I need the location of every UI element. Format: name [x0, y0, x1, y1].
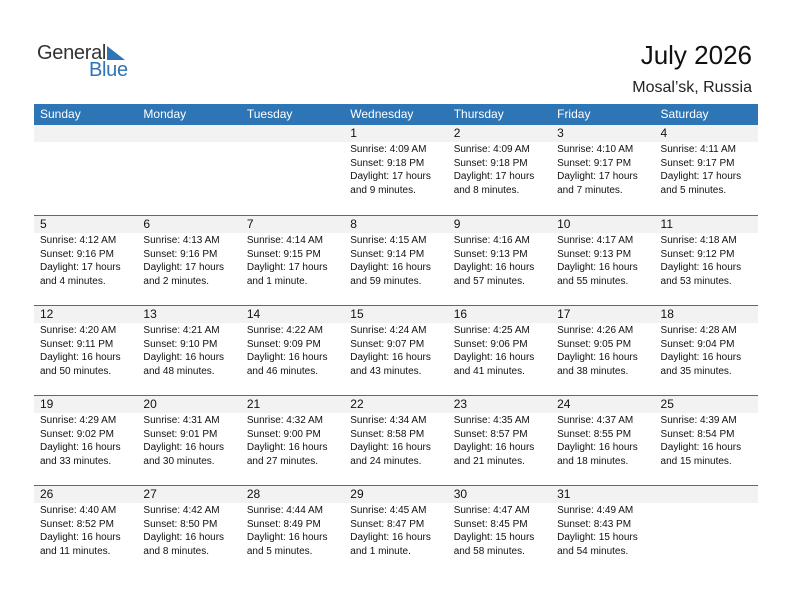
sunset-time: Sunset: 9:02 PM — [40, 428, 114, 440]
sunrise-time: Sunrise: 4:44 AM — [246, 505, 323, 516]
sunset-time: Sunset: 8:52 PM — [40, 518, 114, 530]
daylight-minutes: and 24 minutes. — [350, 455, 422, 467]
daylight-hours: Daylight: 16 hours — [40, 352, 121, 363]
day-details — [344, 233, 447, 288]
weekday-tuesday: Tuesday — [246, 107, 293, 121]
day-cell — [448, 486, 551, 575]
sunrise-time: Sunrise: 4:09 AM — [350, 144, 427, 155]
day-number: 2 — [448, 125, 551, 142]
day-cell — [551, 306, 654, 395]
sunset-time: Sunset: 9:13 PM — [453, 248, 528, 260]
day-details — [448, 323, 551, 378]
empty-day-cell — [241, 125, 344, 215]
daylight-minutes: and 43 minutes. — [350, 365, 422, 377]
day-number: 13 — [137, 306, 240, 323]
sunset-time: Sunset: 9:18 PM — [453, 157, 528, 169]
location-label: Mosal’sk, Russia — [632, 79, 752, 96]
daylight-hours: Daylight: 16 hours — [40, 442, 121, 453]
day-cell — [551, 486, 654, 575]
daylight-minutes: and 46 minutes. — [246, 365, 319, 377]
day-cell — [551, 396, 654, 485]
sunrise-time: Sunrise: 4:37 AM — [557, 415, 634, 426]
day-details — [655, 142, 758, 197]
day-details — [344, 503, 447, 558]
sunset-time: Sunset: 9:09 PM — [246, 338, 321, 350]
sunrise-time: Sunrise: 4:34 AM — [350, 415, 427, 426]
day-cell — [448, 216, 551, 305]
daylight-minutes: and 9 minutes. — [350, 184, 416, 196]
logo-word-general: General — [37, 42, 107, 64]
day-details — [655, 413, 758, 468]
day-details — [34, 233, 137, 288]
day-cell — [344, 306, 447, 395]
sunset-time: Sunset: 8:47 PM — [350, 518, 425, 530]
day-details — [551, 323, 654, 378]
sunset-time: Sunset: 8:49 PM — [246, 518, 321, 530]
day-details — [241, 413, 344, 468]
week-row — [34, 485, 758, 575]
week-row — [34, 305, 758, 395]
day-cell — [344, 396, 447, 485]
day-cell — [448, 306, 551, 395]
day-number: 28 — [241, 486, 344, 503]
day-cell — [241, 216, 344, 305]
daylight-minutes: and 54 minutes. — [557, 545, 629, 557]
empty-day-cell — [137, 125, 240, 215]
daylight-hours: Daylight: 16 hours — [660, 262, 742, 273]
day-details — [241, 503, 344, 558]
sunset-time: Sunset: 9:17 PM — [660, 157, 735, 169]
weekday-wednesday: Wednesday — [350, 107, 414, 121]
daylight-minutes: and 8 minutes. — [453, 184, 520, 196]
daylight-hours: Daylight: 17 hours — [350, 171, 431, 182]
daylight-hours: Daylight: 15 hours — [453, 532, 535, 543]
day-number — [241, 125, 344, 142]
day-details — [34, 413, 137, 468]
sunrise-time: Sunrise: 4:29 AM — [40, 415, 117, 426]
daylight-hours: Daylight: 16 hours — [660, 442, 742, 453]
weekday-saturday: Saturday — [660, 107, 709, 121]
week-row — [34, 215, 758, 305]
sunrise-time: Sunrise: 4:24 AM — [350, 325, 427, 336]
brand-logo — [37, 42, 137, 82]
day-details — [34, 323, 137, 378]
week-row — [34, 395, 758, 485]
sunset-time: Sunset: 9:00 PM — [246, 428, 321, 440]
daylight-hours: Daylight: 16 hours — [246, 352, 328, 363]
daylight-minutes: and 11 minutes. — [40, 545, 111, 557]
daylight-minutes: and 33 minutes. — [40, 455, 112, 467]
sunrise-time: Sunrise: 4:09 AM — [453, 144, 530, 155]
sunset-time: Sunset: 9:13 PM — [557, 248, 632, 260]
daylight-hours: Daylight: 16 hours — [143, 442, 225, 453]
daylight-hours: Daylight: 17 hours — [246, 262, 328, 273]
sunrise-time: Sunrise: 4:26 AM — [557, 325, 634, 336]
daylight-minutes: and 1 minute. — [246, 275, 308, 287]
sunset-time: Sunset: 9:05 PM — [557, 338, 632, 350]
sunset-time: Sunset: 9:16 PM — [143, 248, 218, 260]
day-details — [448, 142, 551, 197]
logo-word-blue: Blue — [89, 59, 128, 81]
daylight-hours: Daylight: 16 hours — [660, 352, 742, 363]
day-number: 5 — [34, 216, 137, 233]
sunset-time: Sunset: 9:15 PM — [246, 248, 321, 260]
day-number: 1 — [344, 125, 447, 142]
day-cell — [241, 306, 344, 395]
daylight-minutes: and 35 minutes. — [660, 365, 732, 377]
daylight-minutes: and 4 minutes. — [40, 275, 106, 287]
day-number: 11 — [655, 216, 758, 233]
sunset-time: Sunset: 8:57 PM — [453, 428, 528, 440]
sunset-time: Sunset: 9:17 PM — [557, 157, 632, 169]
daylight-minutes: and 48 minutes. — [143, 365, 215, 377]
daylight-hours: Daylight: 16 hours — [557, 352, 638, 363]
sunset-time: Sunset: 8:43 PM — [557, 518, 632, 530]
sunset-time: Sunset: 9:11 PM — [40, 338, 114, 350]
day-number: 29 — [344, 486, 447, 503]
daylight-minutes: and 58 minutes. — [453, 545, 525, 557]
sunrise-time: Sunrise: 4:17 AM — [557, 235, 634, 246]
sunset-time: Sunset: 9:12 PM — [660, 248, 735, 260]
sunset-time: Sunset: 8:50 PM — [143, 518, 218, 530]
sunrise-time: Sunrise: 4:32 AM — [246, 415, 323, 426]
daylight-hours: Daylight: 17 hours — [557, 171, 638, 182]
day-cell — [34, 306, 137, 395]
day-cell — [137, 216, 240, 305]
sunset-time: Sunset: 8:45 PM — [453, 518, 528, 530]
weekday-monday: Monday — [143, 107, 187, 121]
daylight-minutes: and 21 minutes. — [453, 455, 525, 467]
sunrise-time: Sunrise: 4:18 AM — [660, 235, 737, 246]
day-details — [448, 233, 551, 288]
day-number: 21 — [241, 396, 344, 413]
daylight-hours: Daylight: 16 hours — [246, 442, 328, 453]
day-details — [137, 413, 240, 468]
day-details — [137, 233, 240, 288]
day-number: 19 — [34, 396, 137, 413]
day-number: 10 — [551, 216, 654, 233]
sunrise-time: Sunrise: 4:35 AM — [453, 415, 530, 426]
day-number: 14 — [241, 306, 344, 323]
day-number: 23 — [448, 396, 551, 413]
day-cell — [34, 216, 137, 305]
day-number: 30 — [448, 486, 551, 503]
empty-day-cell — [34, 125, 137, 215]
daylight-hours: Daylight: 16 hours — [453, 442, 535, 453]
sunset-time: Sunset: 9:07 PM — [350, 338, 425, 350]
sunset-time: Sunset: 8:54 PM — [660, 428, 735, 440]
sunrise-time: Sunrise: 4:47 AM — [453, 505, 530, 516]
day-cell — [551, 216, 654, 305]
day-cell — [448, 396, 551, 485]
sunset-time: Sunset: 9:06 PM — [453, 338, 528, 350]
daylight-hours: Daylight: 16 hours — [40, 532, 121, 543]
weekday-thursday: Thursday — [453, 107, 504, 121]
daylight-minutes: and 55 minutes. — [557, 275, 629, 287]
day-number: 27 — [137, 486, 240, 503]
daylight-minutes: and 27 minutes. — [246, 455, 319, 467]
daylight-hours: Daylight: 16 hours — [453, 352, 535, 363]
daylight-minutes: and 18 minutes. — [557, 455, 629, 467]
sunrise-time: Sunrise: 4:49 AM — [557, 505, 634, 516]
day-number: 18 — [655, 306, 758, 323]
day-cell — [344, 216, 447, 305]
day-cell — [655, 396, 758, 485]
day-number: 3 — [551, 125, 654, 142]
sunrise-time: Sunrise: 4:40 AM — [40, 505, 117, 516]
daylight-hours: Daylight: 17 hours — [453, 171, 535, 182]
daylight-minutes: and 38 minutes. — [557, 365, 629, 377]
day-number: 26 — [34, 486, 137, 503]
day-cell — [241, 396, 344, 485]
day-details — [655, 233, 758, 288]
sunrise-time: Sunrise: 4:45 AM — [350, 505, 427, 516]
day-details — [551, 413, 654, 468]
sunrise-time: Sunrise: 4:31 AM — [143, 415, 220, 426]
sunrise-time: Sunrise: 4:22 AM — [246, 325, 323, 336]
daylight-hours: Daylight: 16 hours — [557, 262, 638, 273]
daylight-minutes: and 53 minutes. — [660, 275, 732, 287]
day-number: 25 — [655, 396, 758, 413]
daylight-minutes: and 59 minutes. — [350, 275, 422, 287]
day-details — [137, 503, 240, 558]
daylight-hours: Daylight: 16 hours — [143, 352, 225, 363]
daylight-hours: Daylight: 17 hours — [143, 262, 225, 273]
day-cell — [655, 306, 758, 395]
daylight-minutes: and 41 minutes. — [453, 365, 525, 377]
daylight-minutes: and 1 minute. — [350, 545, 411, 557]
sunset-time: Sunset: 9:04 PM — [660, 338, 735, 350]
daylight-hours: Daylight: 16 hours — [246, 532, 328, 543]
day-details — [448, 503, 551, 558]
day-details — [344, 323, 447, 378]
sunrise-time: Sunrise: 4:25 AM — [453, 325, 530, 336]
sunset-time: Sunset: 9:16 PM — [40, 248, 114, 260]
daylight-hours: Daylight: 16 hours — [143, 532, 225, 543]
sunrise-time: Sunrise: 4:42 AM — [143, 505, 220, 516]
daylight-hours: Daylight: 16 hours — [557, 442, 638, 453]
day-number: 24 — [551, 396, 654, 413]
day-number: 4 — [655, 125, 758, 142]
sunset-time: Sunset: 9:14 PM — [350, 248, 425, 260]
daylight-hours: Daylight: 16 hours — [350, 532, 431, 543]
day-details — [241, 233, 344, 288]
sunset-time: Sunset: 9:01 PM — [143, 428, 218, 440]
day-details — [655, 323, 758, 378]
day-details — [137, 323, 240, 378]
day-number: 20 — [137, 396, 240, 413]
weekday-sunday: Sunday — [40, 107, 81, 121]
day-number: 6 — [137, 216, 240, 233]
day-number — [34, 125, 137, 142]
day-details — [448, 413, 551, 468]
day-number: 17 — [551, 306, 654, 323]
sunrise-time: Sunrise: 4:21 AM — [143, 325, 220, 336]
day-cell — [241, 486, 344, 575]
day-cell — [448, 125, 551, 215]
sunrise-time: Sunrise: 4:10 AM — [557, 144, 634, 155]
daylight-minutes: and 5 minutes. — [246, 545, 313, 557]
day-number: 22 — [344, 396, 447, 413]
day-cell — [137, 486, 240, 575]
sunrise-time: Sunrise: 4:28 AM — [660, 325, 737, 336]
day-cell — [137, 306, 240, 395]
day-cell — [655, 216, 758, 305]
day-details — [551, 233, 654, 288]
daylight-hours: Daylight: 15 hours — [557, 532, 638, 543]
daylight-minutes: and 30 minutes. — [143, 455, 215, 467]
daylight-hours: Daylight: 16 hours — [350, 352, 431, 363]
daylight-minutes: and 50 minutes. — [40, 365, 112, 377]
daylight-hours: Daylight: 17 hours — [660, 171, 742, 182]
weekday-header — [34, 104, 758, 125]
daylight-minutes: and 7 minutes. — [557, 184, 623, 196]
day-number: 7 — [241, 216, 344, 233]
daylight-hours: Daylight: 16 hours — [350, 442, 431, 453]
sunrise-time: Sunrise: 4:15 AM — [350, 235, 427, 246]
day-number: 15 — [344, 306, 447, 323]
daylight-hours: Daylight: 16 hours — [453, 262, 535, 273]
day-details — [551, 503, 654, 558]
day-number: 8 — [344, 216, 447, 233]
day-number: 16 — [448, 306, 551, 323]
sunrise-time: Sunrise: 4:13 AM — [143, 235, 220, 246]
day-cell — [34, 396, 137, 485]
daylight-minutes: and 5 minutes. — [660, 184, 727, 196]
day-number — [137, 125, 240, 142]
day-details — [344, 142, 447, 197]
sunrise-time: Sunrise: 4:16 AM — [453, 235, 530, 246]
weekday-friday: Friday — [557, 107, 591, 121]
sunset-time: Sunset: 9:18 PM — [350, 157, 425, 169]
day-number: 12 — [34, 306, 137, 323]
day-cell — [344, 486, 447, 575]
day-cell — [344, 125, 447, 215]
day-cell — [34, 486, 137, 575]
day-number: 31 — [551, 486, 654, 503]
sunset-time: Sunset: 8:55 PM — [557, 428, 632, 440]
sunrise-time: Sunrise: 4:39 AM — [660, 415, 737, 426]
day-details — [34, 503, 137, 558]
day-cell — [137, 396, 240, 485]
sunrise-time: Sunrise: 4:12 AM — [40, 235, 117, 246]
day-number: 9 — [448, 216, 551, 233]
sunset-time: Sunset: 8:58 PM — [350, 428, 425, 440]
sunset-time: Sunset: 9:10 PM — [143, 338, 218, 350]
week-row — [34, 125, 758, 215]
day-details — [241, 323, 344, 378]
sunrise-time: Sunrise: 4:11 AM — [660, 144, 736, 155]
day-details — [344, 413, 447, 468]
sunrise-time: Sunrise: 4:14 AM — [246, 235, 323, 246]
sunrise-time: Sunrise: 4:20 AM — [40, 325, 117, 336]
daylight-hours: Daylight: 16 hours — [350, 262, 431, 273]
empty-day-cell — [655, 486, 758, 575]
daylight-minutes: and 8 minutes. — [143, 545, 210, 557]
daylight-hours: Daylight: 17 hours — [40, 262, 121, 273]
daylight-minutes: and 15 minutes. — [660, 455, 732, 467]
daylight-minutes: and 2 minutes. — [143, 275, 210, 287]
month-title: July 2026 — [640, 40, 752, 70]
day-cell — [655, 125, 758, 215]
day-cell — [551, 125, 654, 215]
day-number — [655, 486, 758, 503]
day-details — [551, 142, 654, 197]
daylight-minutes: and 57 minutes. — [453, 275, 525, 287]
calendar-grid — [34, 104, 758, 575]
